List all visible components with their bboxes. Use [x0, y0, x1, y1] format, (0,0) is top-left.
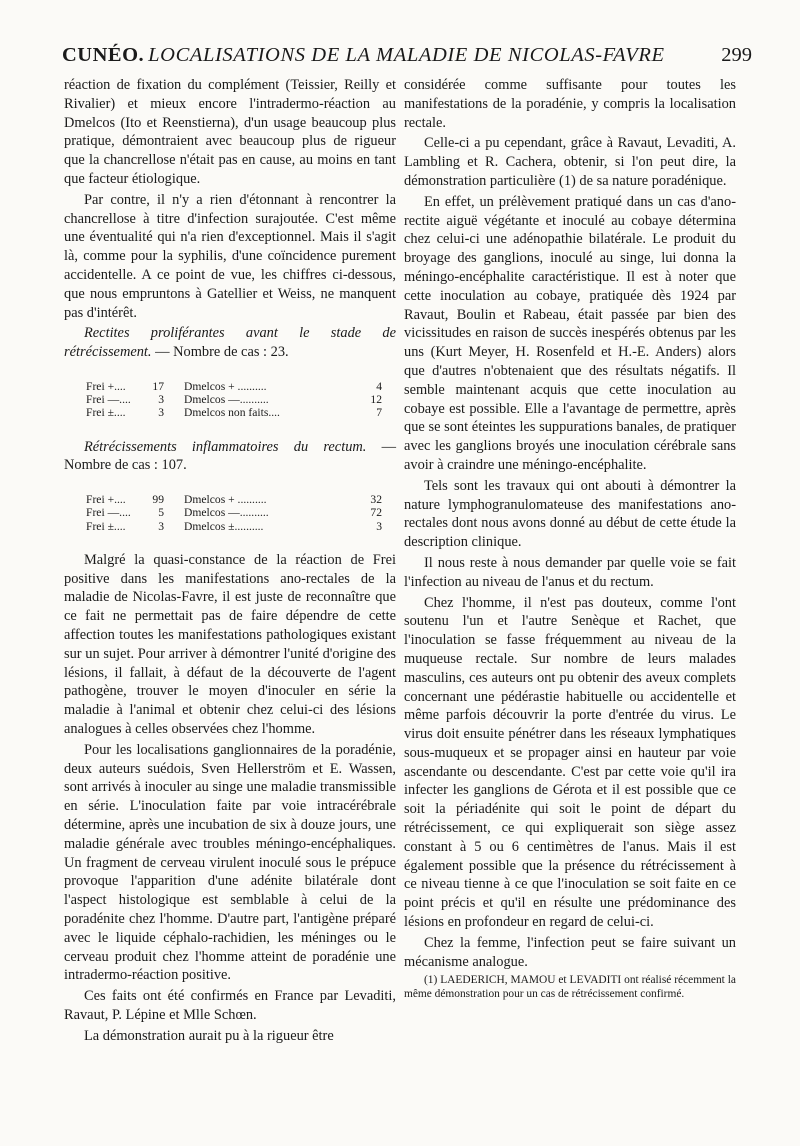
table-label: Dmelcos —..........	[184, 506, 269, 520]
header-title: LOCALISATIONS DE LA MALADIE DE NICOLAS-FAVRE	[148, 44, 665, 66]
table-row	[64, 406, 184, 419]
footnote: (1) LAEDERICH, MAMOU et LEVADITI ont réalisé récemment la même démonstration pour un cas de rétrécissement confirmé.	[404, 974, 736, 1001]
table-label: Frei —....	[86, 393, 131, 407]
paragraph: Celle-ci a pu cependant, grâce à Ravaut, Levaditi, A. Lambling et R. Cachera, obtenir, si l'on peut dire, la démonstration particulière (1) de sa nature poradénique.	[404, 135, 736, 189]
table-row	[184, 393, 396, 406]
table-value: 3	[158, 393, 164, 407]
table-row	[184, 506, 396, 519]
stats-table-1	[64, 380, 396, 420]
paragraph: La démonstration aurait pu à la rigueur être	[84, 1027, 334, 1044]
table-value: 3	[158, 519, 164, 533]
table-value: 3	[158, 406, 164, 420]
table-value: 32	[370, 493, 382, 507]
table-value: 4	[376, 379, 382, 393]
table-row	[64, 506, 184, 519]
table-value: 5	[158, 506, 164, 520]
paragraph: Chez la femme, l'infection peut se faire suivant un mécanisme analogue.	[404, 934, 736, 970]
table-label: Frei —....	[86, 506, 131, 520]
paragraph: Chez l'homme, il n'est pas douteux, comme l'ont soutenu l'un et l'autre Senèque et Rachet, que l'inoculation se fasse fréquemment au niveau de la muqueuse rectale. Sur nombre de leurs malades masculins, ces auteurs ont pu obtenir des aveux complets concernant une pédérastie habituelle ou accidentelle et même parfois découvrir la porte d'entrée du virus. Le virus doit ensuite pénétrer dans les réseaux lymphatiques sous-muqueux et se propager ainsi en hauteur par voie ascendante ou descendante. C'est par cette voie qu'il ira infecter les ganglions de Gérota et il est possible que ce soit la périadénite qui soit le point de départ du rétrécissement, ce qui expliquerait son siège assez constant à 5 ou 6 centimètres de l'anus. Mais il est également possible que la présence du rétrécissement à ce niveau tienne à ce que l'inoculation se soit faite en ce point précis et qu'il en résulte une prédominance des lésions en profondeur en regard de celui-ci.	[404, 594, 736, 931]
table-label: Frei +....	[86, 493, 126, 507]
table-row	[184, 406, 396, 419]
paragraph: Tels sont les travaux qui ont abouti à démontrer la nature lymphogranulomateuse des manifestations ano-rectales dont nous avons donné au début de cette étude la description clinique.	[404, 477, 736, 551]
table-label: Frei ±....	[86, 406, 126, 420]
table-row	[64, 393, 184, 406]
paragraph: réaction de fixation du complément (Teissier, Reilly et Rivalier) et mieux encore l'intradermo-réaction au Dmelcos (Ito et Reenstierna), d'un usage beaucoup plus pratique, démontraient avec beaucoup plus de rigueur que la chancrellose n'était pas en cause, au moins en tant que facteur étiologique.	[64, 77, 396, 187]
paragraph: En effet, un prélèvement pratiqué dans un cas d'ano-rectite aiguë végétante et inoculé au cobaye détermina chez celui-ci une adénopathie bilatérale. Le produit du broyage des ganglions, inoculé au singe, lui donna la méningo-encéphalite caractéristique. Il est à noter que cette inoculation au cobaye, pratiquée dès 1924 par Ravaut, Boulin et Rabeau, était passée par bien des vicissitudes en raison de succès inespérés obtenus par les uns (Kurt Meyer, H. Rosenfeld et H.-E. Anders) alors que d'autres n'obtenaient que des résultats négatifs. Il semble maintenant acquis que cette inoculation au cobaye est possible. Elle a l'avantage de permettre, après que se sont éteintes les suppurations banales, de pratiquer avec les ganglions broyés une inoculation cérébrale sans avoir à craindre une méningo-encéphalite.	[404, 193, 736, 473]
table-value: 17	[152, 379, 164, 393]
table-label: Dmelcos + ..........	[184, 493, 267, 507]
table-label: Dmelcos ±..........	[184, 519, 264, 533]
table-label: Dmelcos non faits....	[184, 406, 280, 420]
section-heading-count: — Nombre de cas : 23.	[151, 344, 289, 361]
table-value: 99	[152, 493, 164, 507]
paragraph: Ces faits ont été confirmés en France par Levaditi, Ravaut, P. Lépine et Mlle Schœn.	[64, 988, 396, 1023]
paragraph: Malgré la quasi-constance de la réaction de Frei positive dans les manifestations ano-rectales de la maladie de Nicolas-Favre, il est juste de reconnaître que ce fait ne permettait pas de faire dépendre de cette affection toutes les manifestations pathologiques existant sur un sujet. Pour arriver à démontrer l'unité d'origine des lésions, il fallait, à défaut de la découverte de l'agent pathogène, trouver le moyen d'inoculer en série la maladie à l'animal et obtenir chez celui-ci des lésions analogues à celles observées chez l'homme.	[64, 551, 396, 737]
table-row	[64, 520, 184, 533]
table-row	[64, 493, 184, 506]
paragraph: Il nous reste à nous demander par quelle voie se fait l'infection au niveau de l'anus et du rectum.	[404, 554, 736, 590]
section-heading	[64, 324, 396, 362]
table-label: Frei ±....	[86, 519, 126, 533]
table-row	[184, 493, 396, 506]
table-value: 3	[376, 519, 382, 533]
stats-table-2	[64, 493, 396, 533]
table-value: 7	[376, 406, 382, 420]
table-row	[184, 520, 396, 533]
page-number: 299	[721, 44, 752, 66]
section-heading	[64, 438, 396, 476]
header-author: CUNÉO.	[62, 44, 145, 66]
table-row	[64, 380, 184, 393]
paragraph: considérée comme suffisante pour toutes les manifestations de la poradénie, y compris la localisation rectale.	[404, 77, 736, 131]
paragraph: Par contre, il n'y a rien d'étonnant à rencontrer la chancrellose à titre d'infection surajoutée. C'est même une éventualité qui n'a rien d'exceptionnel. Mais il s'agit là, comme pour la syphilis, d'une coïncidence purement accidentelle. A ce point de vue, les chiffres ci-dessous, que nous empruntons à Gatellier et Weiss, ne manquent pas d'intérêt.	[64, 191, 396, 321]
section-heading-italic: Rectites proliférantes avant le stade de rétrécissement.	[64, 325, 396, 361]
table-value: 12	[370, 393, 382, 407]
paragraph: Pour les localisations ganglionnaires de la poradénie, deux auteurs suédois, Sven Hellerström et E. Wassen, sont arrivés à inoculer au singe une maladie transmissible en série. L'inoculation faite par voie intracérébrale détermine, après une incubation de six à douze jours, une maladie générale avec troubles méningo-encéphaliques. Un fragment de cerveau virulent inoculé sous le prépuce provoque l'apparition d'une adénite bilatérale dont l'aspect histologique est semblable à celui de la poradénite chez l'homme. D'autre part, l'antigène préparé avec le liquide céphalo-rachidien, les méninges ou le cerveau produit chez l'homme atteint de poradénie une intradermo-réaction positive.	[64, 741, 396, 984]
table-row	[184, 380, 396, 393]
section-heading-italic: Rétrécissements inflammatoires du rectum.	[84, 438, 367, 455]
table-label: Frei +....	[86, 379, 126, 393]
right-column	[404, 76, 736, 1003]
running-header	[62, 44, 752, 74]
left-column	[64, 76, 396, 1047]
section-heading-count: — Nombre de cas : 107.	[64, 438, 396, 474]
table-value: 72	[370, 506, 382, 520]
table-label: Dmelcos + ..........	[184, 379, 267, 393]
table-label: Dmelcos —..........	[184, 393, 269, 407]
